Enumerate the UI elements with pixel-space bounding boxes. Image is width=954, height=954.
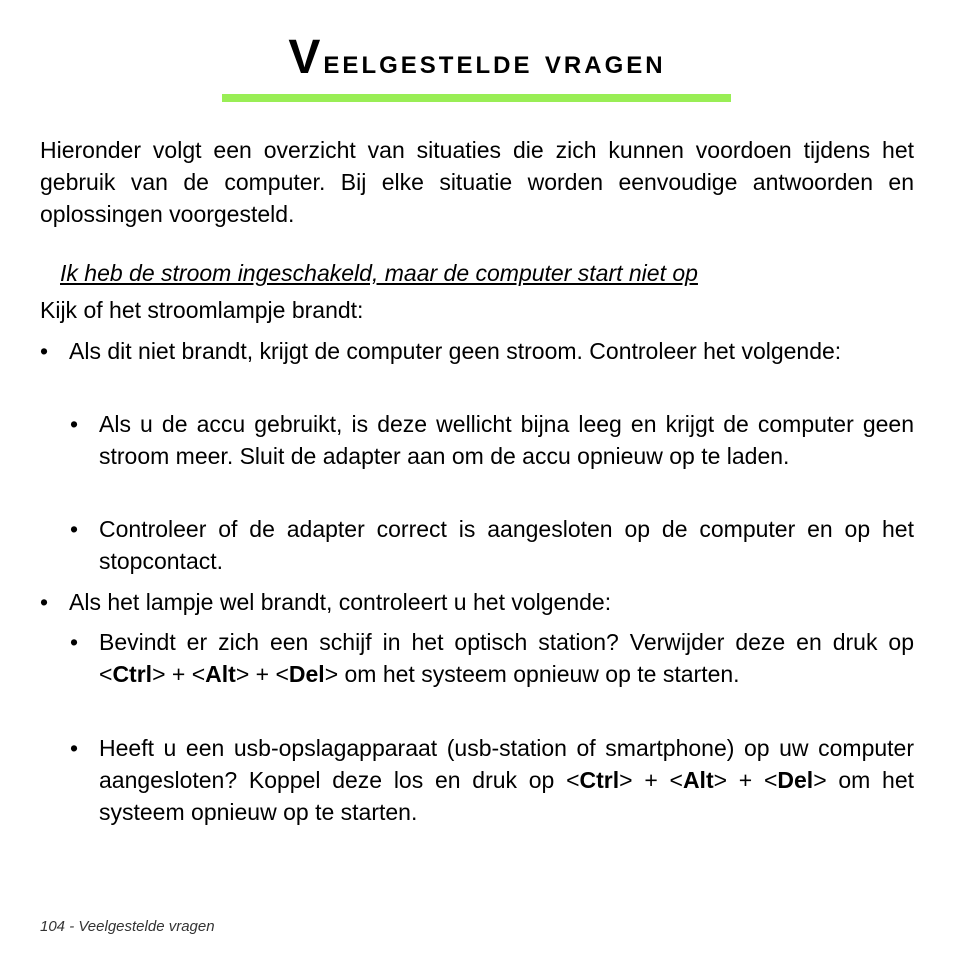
text-segment: Bevindt er zich een schijf in het optisch station? Verwijder deze en druk op < (99, 629, 914, 687)
key-ctrl: Ctrl (112, 661, 153, 687)
text-segment: > + < (713, 767, 778, 793)
page-title-initial: V (288, 31, 324, 84)
key-alt: Alt (205, 661, 236, 687)
list-item-text (99, 629, 914, 687)
list-item-text: Als het lampje wel brandt, controleert u het volgende: (69, 589, 612, 615)
list-item-text: Controleer of de adapter correct is aangesloten op de computer en op het stopcontact. (99, 516, 914, 574)
key-ctrl: Ctrl (579, 767, 620, 793)
section-lead: Kijk of het stroomlampje brandt: (40, 297, 364, 323)
intro-paragraph: Hieronder volgt een overzicht van situaties die zich kunnen voordoen tijdens het gebruik van de computer. Bij elke situatie worden eenvoudige antwoorden en oplossingen voorgesteld. (40, 137, 914, 227)
bullet-icon: • (70, 735, 79, 761)
bullet-icon: • (40, 338, 49, 364)
page-title (0, 28, 954, 92)
page-footer: 104 - Veelgestelde vragen (40, 918, 215, 935)
list-item (70, 732, 915, 828)
list-item-text: Als dit niet brandt, krijgt de computer geen stroom. Controleer het volgende: (69, 338, 842, 364)
list-item (70, 626, 914, 690)
key-del: Del (288, 661, 325, 687)
list-item (70, 513, 914, 577)
text-segment: Heeft u een usb-opslagapparaat (usb-station of smartphone) op uw computer aangesloten? Koppel deze los en druk op < (99, 735, 914, 793)
text-segment: > om het systeem opnieuw op te starten. (324, 661, 740, 687)
section-heading: Ik heb de stroom ingeschakeld, maar de computer start niet op (60, 260, 698, 286)
list-item-text (99, 735, 914, 825)
text-segment: > + < (235, 661, 289, 687)
page-title-rest: eelgestelde vragen (323, 43, 666, 81)
text-segment: > + < (152, 661, 206, 687)
list-item (70, 408, 914, 472)
list-item (40, 335, 914, 367)
key-del: Del (777, 767, 814, 793)
text-segment: > + < (619, 767, 683, 793)
bullet-icon: • (70, 411, 79, 437)
list-item (40, 586, 914, 618)
key-alt: Alt (682, 767, 714, 793)
text-segment: > om het systeem opnieuw op te starten. (99, 767, 915, 825)
title-underline-bar (222, 94, 731, 102)
list-item-text: Als u de accu gebruikt, is deze wellicht bijna leeg en krijgt de computer geen stroom meer. Sluit de adapter aan om de accu opnieuw op te laden. (99, 411, 914, 469)
bullet-icon: • (70, 629, 79, 655)
bullet-icon: • (70, 516, 79, 542)
bullet-icon: • (40, 589, 49, 615)
